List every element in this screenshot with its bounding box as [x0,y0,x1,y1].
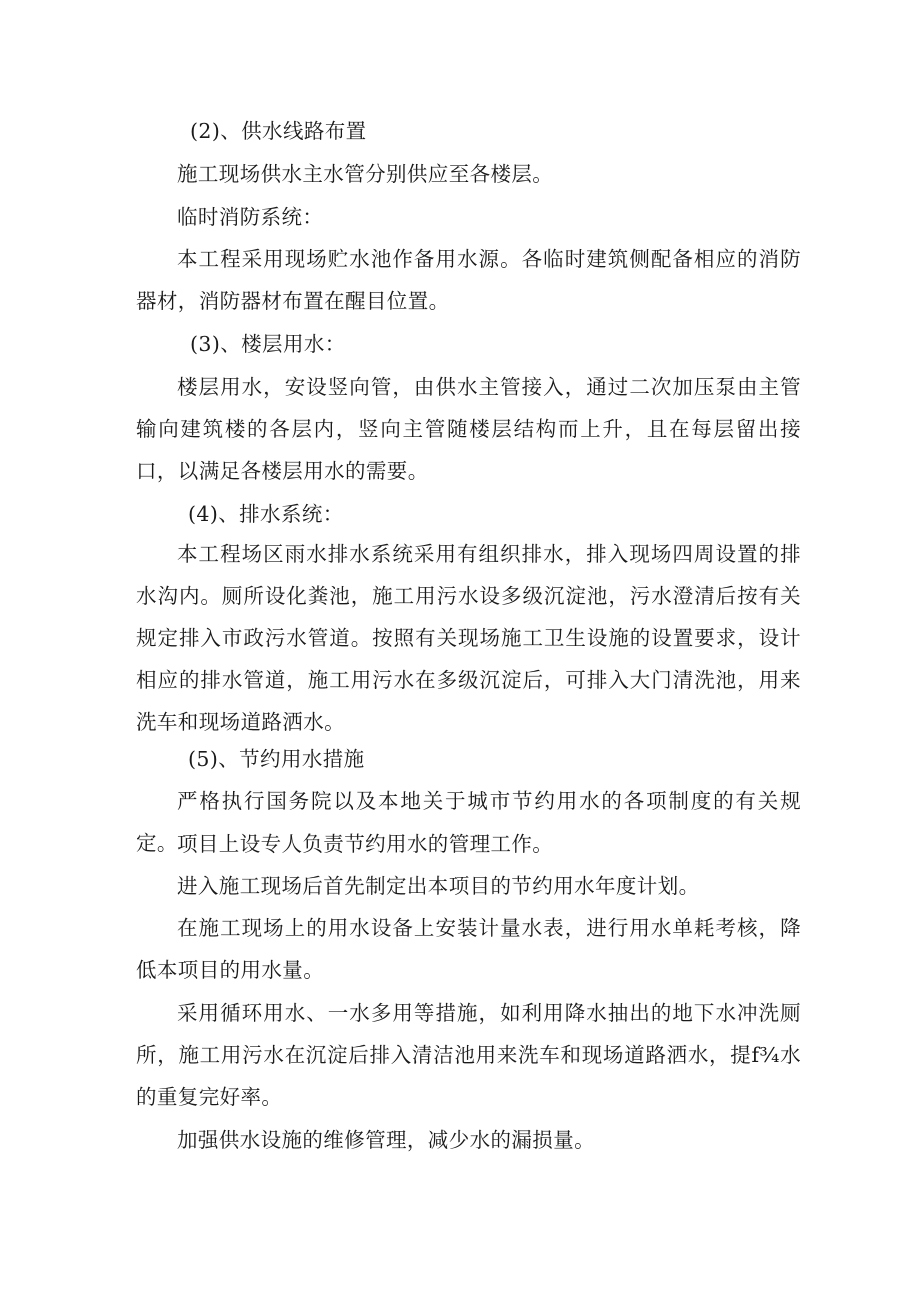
paragraph-saving-staff: 项目上设专人负责节约用水的管理工作。 [177,832,554,856]
paragraph-saving-maintenance: 加强供水设施的维修管理，减少水的漏损量。 [177,1128,595,1152]
heading-water-supply-route: (2)、供水线路布置 [190,119,367,143]
heading-water-saving: (5)、节约用水措施 [188,747,365,771]
paragraph-main-pipe: 施工现场供水主水管分别供应至各楼层。 [177,162,554,186]
paragraph-saving-regulations: 严格执行国务院以及本地关于城市节约用水的各项制度的有关规定。 [136,789,801,855]
paragraph-temp-fire-system-label: 临时消防系统： [177,205,324,229]
paragraph-fire-equipment: 本工程采用现场贮水池作备用水源。各临时建筑侧配备相应的消防器材，消防器材布置在醒目位置。 [136,247,801,313]
paragraph-saving-meters: 在施工现场上的用水设备上安装计量水表，进行用水单耗考核，降低本项目的用水量。 [136,916,801,982]
paragraph-floor-water-detail: 楼层用水，安设竖向管，由供水主管接入，通过二次加压泵由主管输向建筑楼的各层内，竖向主管随楼层结构而上升，且在每层留出接口，以满足各楼层用水的需要。 [136,375,801,483]
paragraph-saving-annual-plan: 进入施工现场后首先制定出本项目的节约用水年度计划。 [177,874,700,898]
paragraph-saving-recycling: 采用循环用水、一水多用等措施，如利用降水抽出的地下水冲洗厕所，施工用污水在沉淀后排入清洁池用来洗车和现场道路洒水，提f¾水的重复完好率。 [136,1001,801,1109]
heading-floor-water: (3)、楼层用水： [190,332,346,356]
paragraph-drainage-detail: 本工程场区雨水排水系统采用有组织排水，排入现场四周设置的排水沟内。厕所设化粪池，施工用污水设多级沉淀池，污水澄清后按有关规定排入市政污水管道。按照有关现场施工卫生设施的设置要求，设计相应的排水管道，施工用污水在多级沉淀后，可排入大门清洗池，用来洗车和现场道路洒水。 [136,542,801,734]
heading-drainage-system: (4)、排水系统： [188,502,344,526]
